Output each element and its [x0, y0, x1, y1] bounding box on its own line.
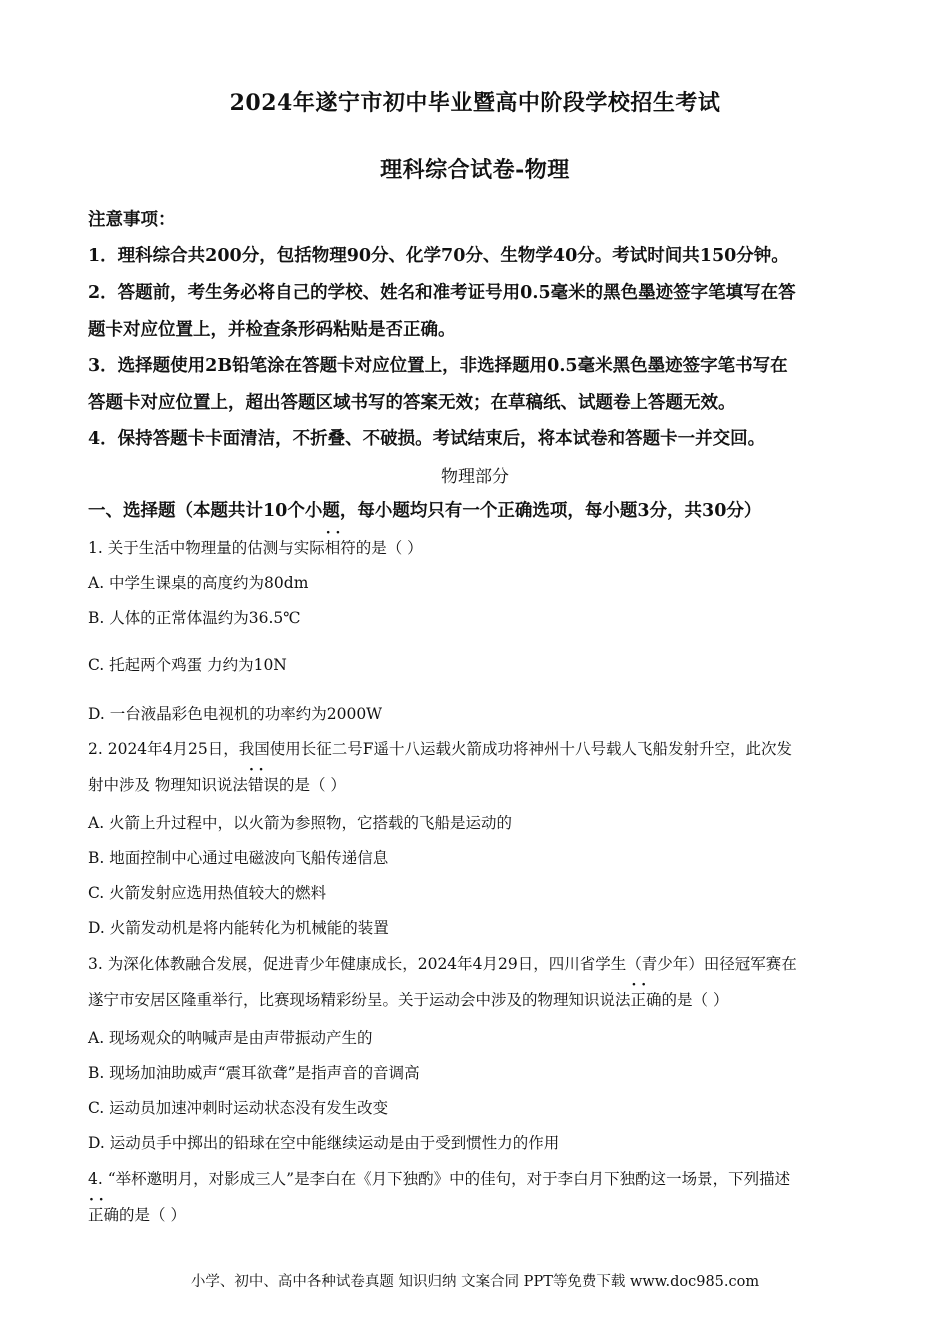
question-1-option-d: D. 一台液晶彩色电视机的功率约为2000W [88, 705, 383, 723]
question-3-stem-text: 遂宁市安居区隆重举行，比赛现场精彩纷呈。关于运动会中涉及的物理知识说法 [88, 991, 631, 1009]
exam-subtitle: 理科综合试卷-物理 [380, 157, 570, 183]
question-2-option-c: C. 火箭发射应选用热值较大的燃料 [88, 884, 327, 902]
question-2-stem-line-1: 2. 2024年4月25日，我国使用长征二号F遥十八运载火箭成功将神州十八号载人飞船发射升空，此次发 [88, 740, 793, 758]
question-1-stem-end: 的是（ ） [355, 539, 423, 557]
question-3-stem-end: 的是（ ） [661, 991, 729, 1009]
question-2-stem-line-2 [88, 773, 346, 795]
question-2-emphasis: · · 错误 [248, 773, 279, 795]
question-4-stem-line-1: 4. “举杯邀明月，对影成三人”是李白在《月下独酌》中的佳句，对于李白月下独酌这一场景，下列描述 [88, 1170, 791, 1188]
page-footer: 小学、初中、高中各种试卷真题 知识归纳 文案合同 PPT等免费下载 www.doc985.com [190, 1274, 760, 1290]
question-1-option-a: A. 中学生课桌的高度约为80dm [88, 574, 309, 592]
question-2-option-d: D. 火箭发动机是将内能转化为机械能的装置 [88, 919, 389, 937]
question-2-stem-text: 射中涉及 物理知识说法 [88, 776, 248, 794]
section-physics-heading: 物理部分 [441, 467, 509, 487]
exam-title: 2024年遂宁市初中毕业暨高中阶段学校招生考试 [229, 90, 721, 116]
question-1-option-c: C. 托起两个鸡蛋 力约为10N [88, 656, 287, 674]
question-3-option-d: D. 运动员手中掷出的铅球在空中能继续运动是由于受到惯性力的作用 [88, 1134, 560, 1152]
question-1-stem [88, 536, 423, 558]
question-4-emphasis: · · 正确 [88, 1203, 119, 1225]
notice-item-4: 4．保持答题卡卡面清洁，不折叠、不破损。考试结束后，将本试卷和答题卡一并交回。 [88, 429, 766, 449]
question-1-option-b: B. 人体的正常体温约为36.5℃ [88, 609, 301, 627]
question-3-stem-line-2 [88, 988, 728, 1010]
question-3-option-b: B. 现场加油助威声“震耳欲聋”是指声音的音调高 [88, 1064, 420, 1082]
notice-item-1: 1．理科综合共200分，包括物理90分、化学70分、生物学40分。考试时间共150分钟。 [88, 246, 789, 266]
question-3-option-c: C. 运动员加速冲刺时运动状态没有发生改变 [88, 1099, 389, 1117]
notice-item-3-cont: 答题卡对应位置上，超出答题区域书写的答案无效；在草稿纸、试题卷上答题无效。 [88, 393, 736, 413]
question-3-option-a: A. 现场观众的呐喊声是由声带振动产生的 [88, 1029, 373, 1047]
question-2-option-a: A. 火箭上升过程中，以火箭为参照物，它搭载的飞船是运动的 [88, 814, 513, 832]
question-2-option-b: B. 地面控制中心通过电磁波向飞船传递信息 [88, 849, 389, 867]
question-1-emphasis: · · 相符 [325, 536, 356, 558]
question-1-stem-text: 1. 关于生活中物理量的估测与实际 [88, 539, 325, 557]
notice-item-2-cont: 题卡对应位置上，并检查条形码粘贴是否正确。 [88, 320, 456, 340]
notice-heading: 注意事项： [88, 210, 176, 230]
part1-heading: 一、选择题（本题共计10个小题，每小题均只有一个正确选项，每小题3分，共30分） [88, 501, 762, 521]
question-3-stem-line-1: 3. 为深化体教融合发展，促进青少年健康成长，2024年4月29日，四川省学生（青少年）田径冠军赛在 [88, 955, 797, 973]
question-4-stem-line-2 [88, 1203, 186, 1225]
notice-item-3: 3．选择题使用2B铅笔涂在答题卡对应位置上，非选择题用0.5毫米黑色墨迹签字笔书写在 [88, 356, 788, 376]
notice-item-2: 2．答题前，考生务必将自己的学校、姓名和准考证号用0.5毫米的黑色墨迹签字笔填写在答 [88, 283, 796, 303]
question-3-emphasis: · · 正确 [631, 988, 662, 1010]
question-4-stem-end: 的是（ ） [119, 1206, 186, 1224]
question-2-stem-end: 的是（ ） [278, 776, 346, 794]
